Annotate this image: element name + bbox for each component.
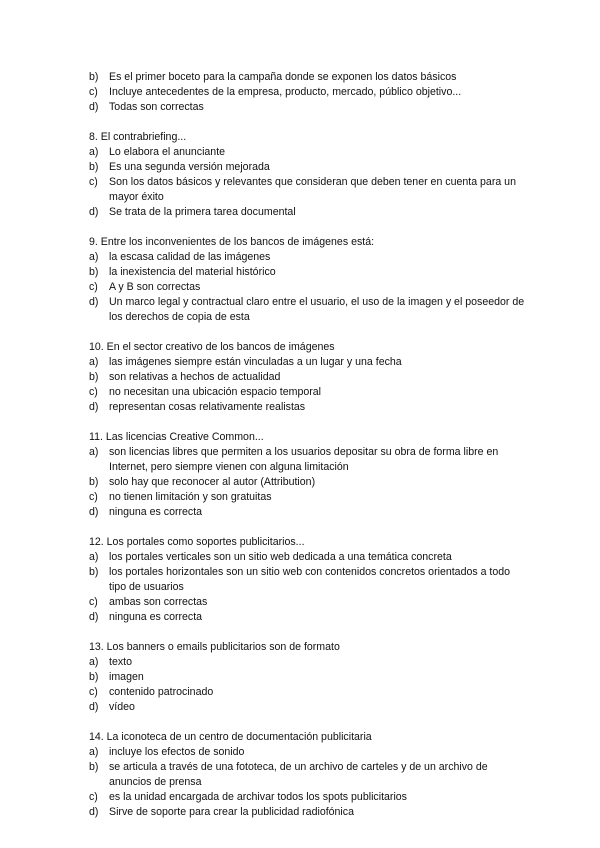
option-label: a) — [89, 251, 99, 263]
option-text: imagen — [109, 671, 144, 683]
option-text: Es una segunda versión mejorada — [109, 161, 270, 173]
option-13d — [89, 700, 529, 715]
option-text: se articula a través de una fototeca, de un archivo de carteles y de un archivo de anuncios de prensa — [109, 761, 488, 788]
question-13 — [89, 640, 529, 715]
option-label: a) — [89, 356, 99, 368]
option-text: es la unidad encargada de archivar todos los spots publicitarios — [109, 791, 407, 803]
question-9 — [89, 235, 529, 325]
document-page — [89, 70, 529, 835]
option-text: Lo elabora el anunciante — [109, 146, 226, 158]
option-13c — [89, 685, 529, 700]
option-11a — [89, 445, 529, 475]
option-text: representan cosas relativamente realistas — [109, 401, 306, 413]
option-14a — [89, 745, 529, 760]
option-label: b) — [89, 71, 99, 83]
option-10c — [89, 385, 529, 400]
question-11 — [89, 430, 529, 520]
option-text: solo hay que reconocer al autor (Attribution) — [109, 476, 316, 488]
option-8a — [89, 145, 529, 160]
option-11d — [89, 505, 529, 520]
option-text: ambas son correctas — [109, 596, 208, 608]
option-label: c) — [89, 686, 98, 698]
option-text: incluye los efectos de sonido — [109, 746, 245, 758]
question-title: 10. En el sector creativo de los bancos de imágenes — [89, 341, 335, 353]
question-title: 13. Los banners o emails publicitarios son de formato — [89, 641, 340, 653]
option-10b — [89, 370, 529, 385]
option-12c — [89, 595, 529, 610]
option-text: ninguna es correcta — [109, 506, 203, 518]
option-text: Es el primer boceto para la campaña donde se exponen los datos básicos — [109, 71, 457, 83]
option-text: la escasa calidad de las imágenes — [109, 251, 271, 263]
option-label: d) — [89, 101, 99, 113]
question-title: 14. La iconoteca de un centro de documentación publicitaria — [89, 731, 372, 743]
option-label: d) — [89, 611, 99, 623]
question-title: 12. Los portales como soportes publicitarios... — [89, 536, 305, 548]
question-title: 11. Las licencias Creative Common... — [89, 431, 264, 443]
option-label: d) — [89, 806, 99, 818]
option-text: Se trata de la primera tarea documental — [109, 206, 296, 218]
option-14d — [89, 805, 529, 820]
option-label: b) — [89, 161, 99, 173]
option-label: a) — [89, 146, 99, 158]
option-8c — [89, 175, 529, 205]
option-8d — [89, 205, 529, 220]
option-text: los portales verticales son un sitio web dedicada a una temática concreta — [109, 551, 452, 563]
option-label: a) — [89, 551, 99, 563]
option-text: Sirve de soporte para crear la publicidad radiofónica — [109, 806, 354, 818]
option-text: A y B son correctas — [109, 281, 201, 293]
option-9d — [89, 295, 529, 325]
option-label: d) — [89, 401, 99, 413]
option-text: Todas son correctas — [109, 101, 204, 113]
option-12a — [89, 550, 529, 565]
option-text: vídeo — [109, 701, 135, 713]
option-text: la inexistencia del material histórico — [109, 266, 276, 278]
option-text: texto — [109, 656, 132, 668]
option-label: a) — [89, 656, 99, 668]
option-label: a) — [89, 446, 99, 458]
option-label: b) — [89, 266, 99, 278]
option-label: b) — [89, 566, 99, 578]
option-label: c) — [89, 791, 98, 803]
option-text: Un marco legal y contractual claro entre el usuario, el uso de la imagen y el poseedor de los derechos de copia de esta — [109, 296, 525, 323]
option-9c — [89, 280, 529, 295]
option-label: d) — [89, 701, 99, 713]
option-13b — [89, 670, 529, 685]
option-label: c) — [89, 86, 98, 98]
option-7c — [89, 85, 529, 100]
question-title: 8. El contrabriefing... — [89, 131, 187, 143]
question-7-continuation — [89, 70, 529, 115]
option-8b — [89, 160, 529, 175]
option-label: d) — [89, 506, 99, 518]
option-label: b) — [89, 476, 99, 488]
option-label: b) — [89, 371, 99, 383]
option-text: son relativas a hechos de actualidad — [109, 371, 281, 383]
question-8 — [89, 130, 529, 220]
question-title: 9. Entre los inconvenientes de los bancos de imágenes está: — [89, 236, 375, 248]
option-label: b) — [89, 671, 99, 683]
option-7b — [89, 70, 529, 85]
option-label: c) — [89, 281, 98, 293]
option-text: los portales horizontales son un sitio web con contenidos concretos orientados a todo tipo de usuarios — [109, 566, 511, 593]
option-12d — [89, 610, 529, 625]
option-text: son licencias libres que permiten a los usuarios depositar su obra de forma libre en Internet, pero siempre vienen con alguna limitación — [109, 446, 499, 473]
option-text: Son los datos básicos y relevantes que consideran que deben tener en cuenta para un mayor éxito — [109, 176, 516, 203]
option-label: b) — [89, 761, 99, 773]
option-label: d) — [89, 206, 99, 218]
option-text: Incluye antecedentes de la empresa, producto, mercado, público objetivo... — [109, 86, 462, 98]
question-10 — [89, 340, 529, 415]
option-11c — [89, 490, 529, 505]
option-13a — [89, 655, 529, 670]
option-12b — [89, 565, 529, 595]
option-14b — [89, 760, 529, 790]
option-text: no tienen limitación y son gratuitas — [109, 491, 272, 503]
option-text: ninguna es correcta — [109, 611, 203, 623]
option-text: no necesitan una ubicación espacio temporal — [109, 386, 322, 398]
option-11b — [89, 475, 529, 490]
option-label: d) — [89, 296, 99, 308]
option-9a — [89, 250, 529, 265]
option-10a — [89, 355, 529, 370]
option-label: c) — [89, 596, 98, 608]
option-14c — [89, 790, 529, 805]
question-14 — [89, 730, 529, 820]
question-12 — [89, 535, 529, 625]
option-9b — [89, 265, 529, 280]
option-label: c) — [89, 176, 98, 188]
option-text: las imágenes siempre están vinculadas a un lugar y una fecha — [109, 356, 402, 368]
option-label: c) — [89, 386, 98, 398]
option-label: c) — [89, 491, 98, 503]
option-text: contenido patrocinado — [109, 686, 214, 698]
option-10d — [89, 400, 529, 415]
option-7d — [89, 100, 529, 115]
option-label: a) — [89, 746, 99, 758]
